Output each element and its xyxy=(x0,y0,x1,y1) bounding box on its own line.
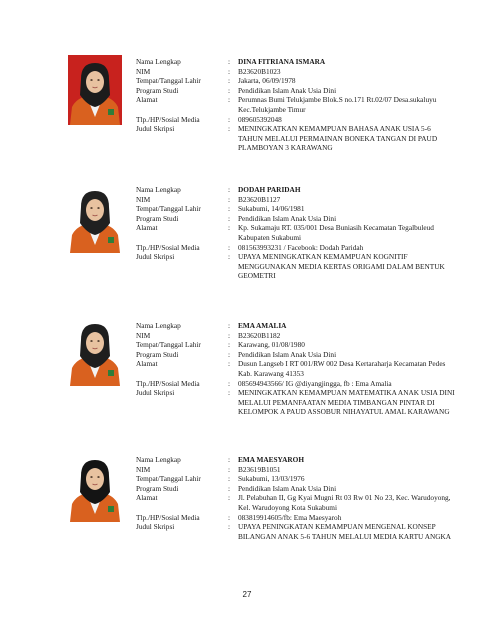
student-photo xyxy=(68,452,122,522)
colon: : xyxy=(228,204,231,214)
student-photo xyxy=(68,316,122,386)
student-nim: B23620B1023 xyxy=(238,66,281,76)
student-thesis: UPAYA MENINGKATKAN KEMAMPUAN KOGNITIF MENGGUNAKAN MEDIA KERTAS ORIGAMI DALAM BENTUK GEOMETRI xyxy=(238,252,445,281)
portrait-image xyxy=(68,452,122,522)
student-contact: 085694943566/ IG @diyangjingga, fb : Ema Amalia xyxy=(238,378,392,388)
eye-right xyxy=(97,340,99,342)
portrait-image xyxy=(68,55,122,125)
eye-left xyxy=(90,207,92,209)
student-name: EMA MAESYAROH xyxy=(238,455,305,464)
colon: : xyxy=(228,464,231,474)
student-birth: Jakarta, 06/09/1978 xyxy=(238,76,296,86)
student-program: Pendidikan Islam Anak Usia Dini xyxy=(238,483,337,493)
label-birth: Tempat/Tanggal Lahir xyxy=(136,76,201,86)
label-birth: Tempat/Tanggal Lahir xyxy=(136,474,201,484)
colon: : xyxy=(228,242,231,252)
label-contact: Tlp./HP/Sosial Media xyxy=(136,114,200,124)
student-program: Pendidikan Islam Anak Usia Dini xyxy=(238,85,337,95)
colon: : xyxy=(228,455,231,464)
colon: : xyxy=(228,194,231,204)
label-contact: Tlp./HP/Sosial Media xyxy=(136,378,200,388)
colon: : xyxy=(228,493,231,503)
colon: : xyxy=(228,483,231,493)
colon: : xyxy=(228,66,231,76)
label-address: Alamat xyxy=(136,95,158,105)
label-address: Alamat xyxy=(136,493,158,503)
emblem-badge xyxy=(108,109,114,115)
colon: : xyxy=(228,474,231,484)
student-photo xyxy=(68,55,122,125)
eye-right xyxy=(97,207,99,209)
label-nim: NIM xyxy=(136,330,151,340)
student-address: Dusun Langseb I RT 001/RW 002 Desa Kertaraharja Kecamatan Pedes Kab. Karawang 41353 xyxy=(238,359,446,378)
label-contact: Tlp./HP/Sosial Media xyxy=(136,242,200,252)
student-photo xyxy=(68,183,122,253)
emblem-badge xyxy=(108,237,114,243)
student-name: DINA FITRIANA ISMARA xyxy=(238,57,326,66)
student-program: Pendidikan Islam Anak Usia Dini xyxy=(238,349,337,359)
page-number: 27 xyxy=(242,590,252,599)
label-birth: Tempat/Tanggal Lahir xyxy=(136,204,201,214)
colon: : xyxy=(228,213,231,223)
colon: : xyxy=(228,321,231,330)
label-contact: Tlp./HP/Sosial Media xyxy=(136,512,200,522)
student-birth: Sukabumi, 14/06/1981 xyxy=(238,204,305,214)
student-contact: 081563993231 / Facebook: Dodah Paridah xyxy=(238,242,364,252)
colon: : xyxy=(228,512,231,522)
eye-right xyxy=(97,79,99,81)
colon: : xyxy=(228,76,231,86)
label-nim: NIM xyxy=(136,66,151,76)
student-nim: B23619B1051 xyxy=(238,464,281,474)
student-birth: Karawang, 01/08/1980 xyxy=(238,340,305,350)
colon: : xyxy=(228,340,231,350)
eye-right xyxy=(97,476,99,478)
colon: : xyxy=(228,330,231,340)
label-name: Nama Lengkap xyxy=(136,455,181,464)
student-birth: Sukabumi, 13/03/1976 xyxy=(238,474,305,484)
colon: : xyxy=(228,114,231,124)
student-nim: B23620B1182 xyxy=(238,330,281,340)
student-info xyxy=(136,321,456,417)
label-thesis: Judul Skripsi xyxy=(136,252,175,262)
student-thesis: UPAYA PENINGKATAN KEMAMPUAN MENGENAL KONSEP BILANGAN ANAK 5-6 TAHUN MELALUI MEDIA KARTU ANGKA xyxy=(238,522,452,541)
emblem-badge xyxy=(108,506,114,512)
label-name: Nama Lengkap xyxy=(136,321,181,330)
student-address: Perumnas Bumi Telukjambe Blok.S no.171 Rt.02/07 Desa.sukaluyu Kec.Telukjambe Timur xyxy=(238,95,437,114)
student-address: Jl. Pelabuhan II, Gg Kyai Mugni Rt 03 Rw 01 No 23, Kec. Warudoyong, Kel. Warudoyong Kota Sukabumi xyxy=(238,493,451,512)
label-name: Nama Lengkap xyxy=(136,57,181,66)
emblem-badge xyxy=(108,370,114,376)
label-birth: Tempat/Tanggal Lahir xyxy=(136,340,201,350)
student-contact: 089605392048 xyxy=(238,114,282,124)
colon: : xyxy=(228,388,231,398)
student-info xyxy=(136,185,456,281)
colon: : xyxy=(228,95,231,105)
student-contact: 083819914605/fb: Ema Maesyaroh xyxy=(238,512,342,522)
colon: : xyxy=(228,85,231,95)
student-name: EMA AMALIA xyxy=(238,321,287,330)
label-nim: NIM xyxy=(136,194,151,204)
student-thesis: MENINGKATKAN KEMAMPUAN MATEMATIKA ANAK USIA DINI MELALUI PEMANFAATAN MEDIA TIMBANGAN PINTAR DI KELOMPOK A PAUD ASSOBUR NIHAYATUL AMAL KARAWANG xyxy=(238,388,455,417)
label-address: Alamat xyxy=(136,223,158,233)
label-thesis: Judul Skripsi xyxy=(136,388,175,398)
student-thesis: MENINGKATKAN KEMAMPUAN BAHASA ANAK USIA 5-6 TAHUN MELALUI PERMAINAN BONEKA TANGAN DI PAUD PLAMBOYAN 3 KARAWANG xyxy=(238,124,438,153)
colon: : xyxy=(228,185,231,194)
label-address: Alamat xyxy=(136,359,158,369)
label-program: Program Studi xyxy=(136,85,179,95)
colon: : xyxy=(228,124,231,134)
colon: : xyxy=(228,349,231,359)
face-shape xyxy=(86,332,104,354)
colon: : xyxy=(228,359,231,369)
portrait-image xyxy=(68,316,122,386)
colon: : xyxy=(228,223,231,233)
label-nim: NIM xyxy=(136,464,151,474)
eye-left xyxy=(90,79,92,81)
label-name: Nama Lengkap xyxy=(136,185,181,194)
student-address: Kp. Sukamaju RT. 035/001 Desa Buniasih Kecamatan Tegalbuleud Kabupaten Sukabumi xyxy=(238,223,434,242)
student-name: DODAH PARIDAH xyxy=(238,185,301,194)
face-shape xyxy=(86,199,104,221)
eye-left xyxy=(90,340,92,342)
face-shape xyxy=(86,468,104,490)
colon: : xyxy=(228,57,231,66)
label-program: Program Studi xyxy=(136,483,179,493)
label-program: Program Studi xyxy=(136,213,179,223)
portrait-image xyxy=(68,183,122,253)
student-info xyxy=(136,57,456,153)
student-program: Pendidikan Islam Anak Usia Dini xyxy=(238,213,337,223)
label-thesis: Judul Skripsi xyxy=(136,522,175,532)
student-info xyxy=(136,455,456,541)
colon: : xyxy=(228,378,231,388)
eye-left xyxy=(90,476,92,478)
student-nim: B23620B1127 xyxy=(238,194,281,204)
label-thesis: Judul Skripsi xyxy=(136,124,175,134)
label-program: Program Studi xyxy=(136,349,179,359)
face-shape xyxy=(86,71,104,93)
colon: : xyxy=(228,522,231,532)
colon: : xyxy=(228,252,231,262)
